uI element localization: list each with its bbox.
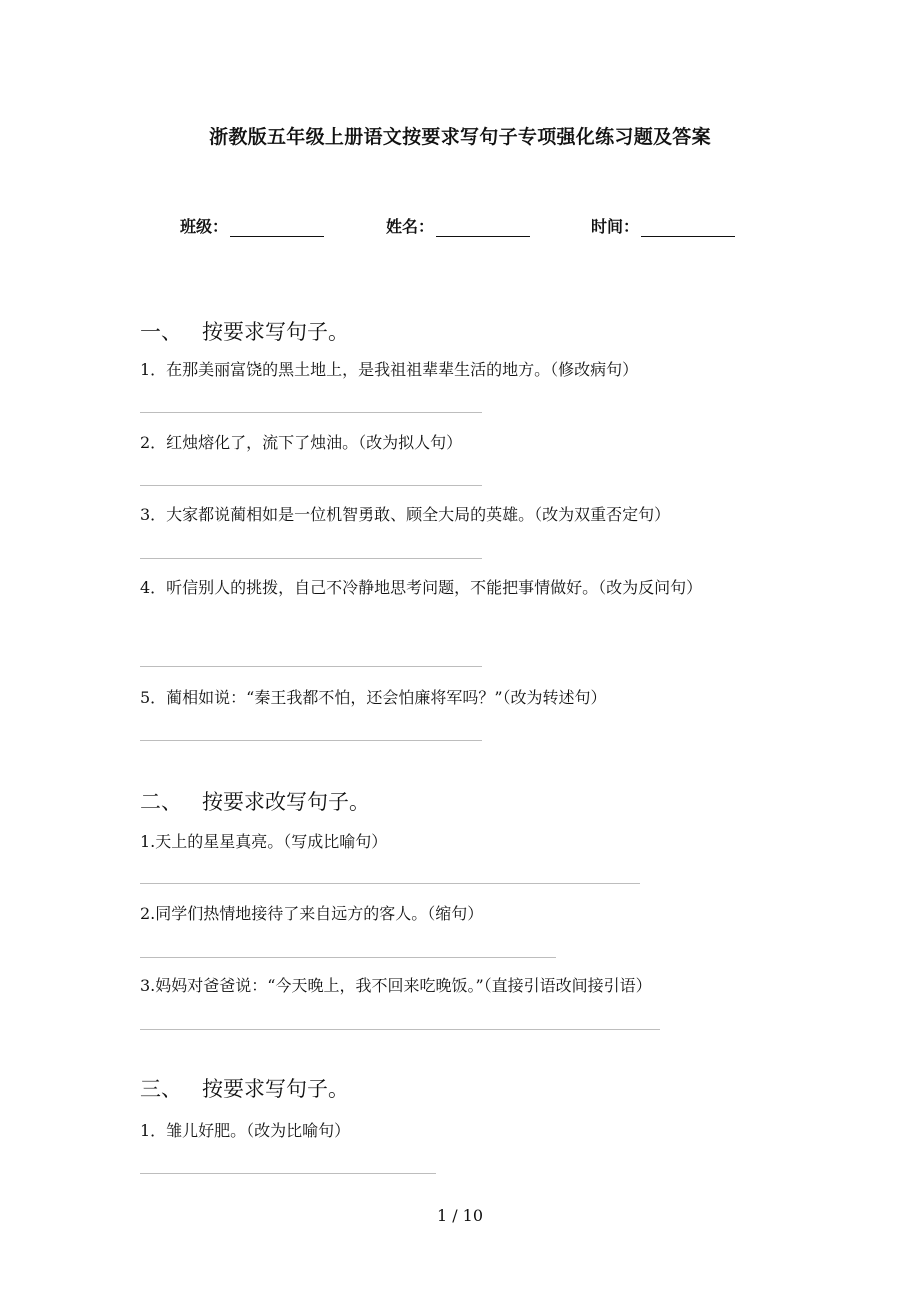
class-label: 班级： [180, 217, 229, 236]
time-label: 时间： [591, 217, 640, 236]
answer-line[interactable] [140, 666, 482, 667]
question: 2.同学们热情地接待了来自远方的客人。（缩句） [140, 904, 484, 923]
answer-line[interactable] [140, 957, 556, 958]
section-heading [140, 316, 349, 346]
section-number: 二、 [140, 790, 182, 814]
section-title: 按要求写句子。 [202, 1077, 349, 1101]
answer-line[interactable] [140, 558, 482, 559]
question: 1．雏儿好肥。（改为比喻句） [140, 1121, 351, 1140]
document-title: 浙教版五年级上册语文按要求写句子专项强化练习题及答案 [209, 126, 711, 148]
answer-line[interactable] [140, 485, 482, 486]
section-number: 一、 [140, 320, 182, 344]
section-number: 三、 [140, 1077, 182, 1101]
section-heading [140, 786, 370, 816]
answer-line[interactable] [140, 1029, 660, 1030]
section-title: 按要求写句子。 [202, 320, 349, 344]
class-field [180, 214, 324, 237]
page-number: 1 / 10 [436, 1206, 484, 1225]
question: 4．听信别人的挑拨，自己不冷静地思考问题，不能把事情做好。（改为反问句） [140, 578, 703, 597]
name-label: 姓名： [386, 217, 435, 236]
answer-line[interactable] [140, 740, 482, 741]
answer-line[interactable] [140, 412, 482, 413]
answer-line[interactable] [140, 883, 640, 884]
time-blank[interactable] [641, 218, 735, 237]
question: 3．大家都说蔺相如是一位机智勇敢、顾全大局的英雄。（改为双重否定句） [140, 505, 671, 524]
question: 1．在那美丽富饶的黑土地上，是我祖祖辈辈生活的地方。（修改病句） [140, 360, 639, 379]
question: 2．红烛熔化了，流下了烛油。（改为拟人句） [140, 433, 463, 452]
section-heading [140, 1073, 349, 1103]
time-field [591, 214, 735, 237]
name-blank[interactable] [436, 218, 530, 237]
section-title: 按要求改写句子。 [202, 790, 370, 814]
answer-line[interactable] [140, 1173, 436, 1174]
question: 5．蔺相如说：“秦王我都不怕，还会怕廉将军吗？”（改为转述句） [140, 688, 607, 707]
name-field [386, 214, 530, 237]
class-blank[interactable] [230, 218, 324, 237]
question: 1.天上的星星真亮。（写成比喻句） [140, 832, 388, 851]
question: 3.妈妈对爸爸说：“今天晚上，我不回来吃晚饭。”（直接引语改间接引语） [140, 976, 652, 995]
